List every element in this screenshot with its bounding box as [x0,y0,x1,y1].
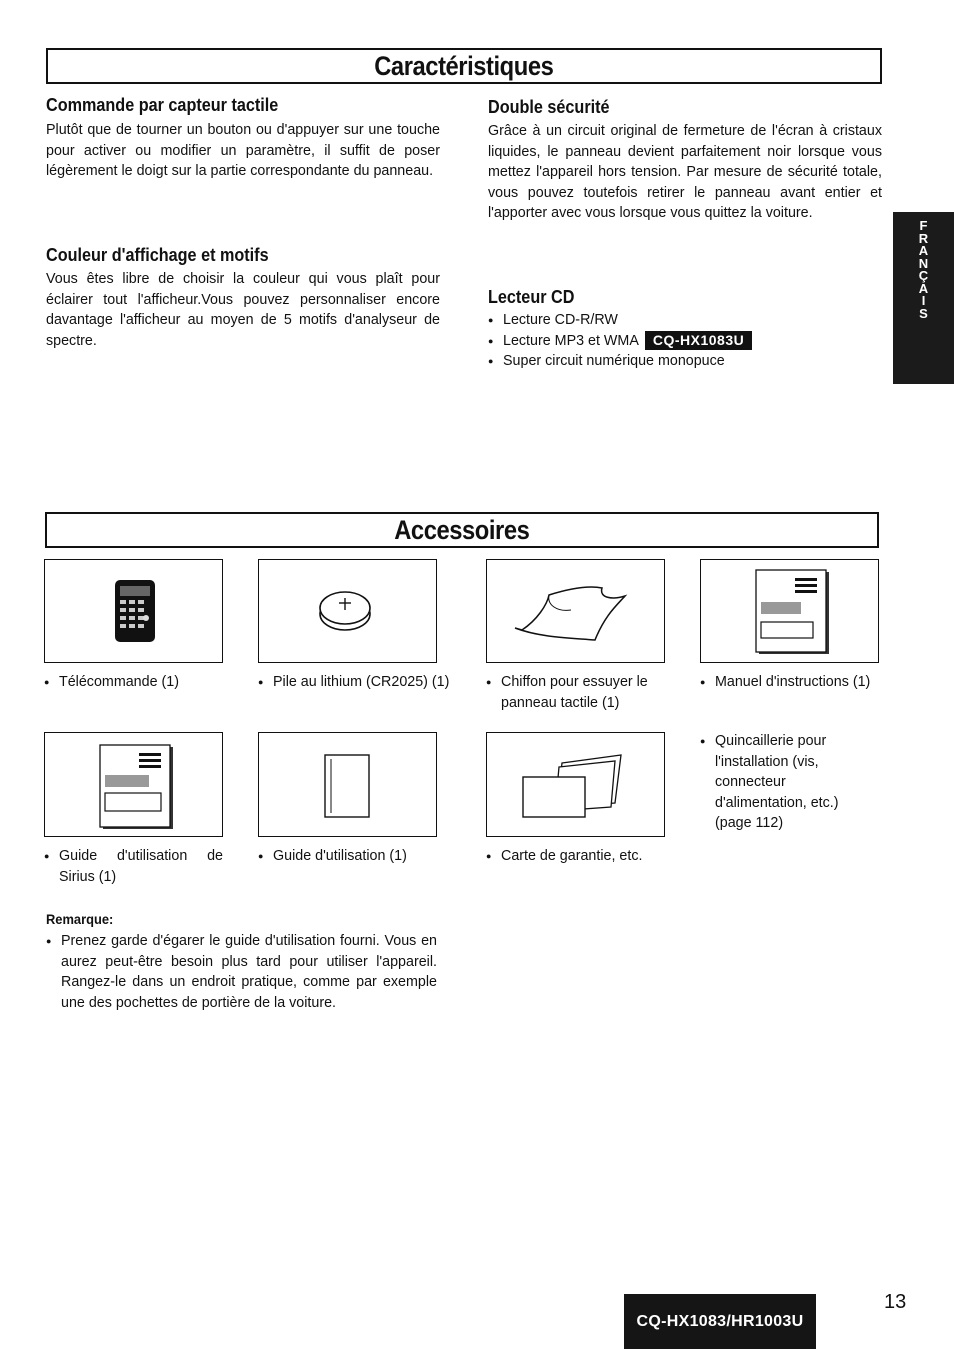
tab-letter: Ç [918,268,929,283]
warranty-card-image [486,732,665,837]
manual-image [700,559,879,663]
model-tag: CQ-HX1083U [645,331,752,350]
tab-letter: F [919,218,928,233]
security-text: Grâce à un circuit original de fermeture de l'écran à cristaux liquides, le panneau devient parfaitement noir lorsque vous mettez l'appareil hors tension. Par mesure de sécurité totale, vous pouvez toutefois retirer le panneau avant entier et l'apporter avec vous lorsque vous quittez la voiture. [488,123,882,221]
display-text: Vous êtes libre de choisir la couleur qui vous plaît pour éclairer tout l'afficheur.Vous pouvez personnaliser encore davantage l'afficheur au moyen de 5 motifs d'analyseur de spectre. [46,271,440,349]
touch-heading: Commande par capteur tactile [46,95,279,115]
accessories-title-box [45,512,879,548]
cd-item-1: ● Lecture CD-R/RW [488,310,752,331]
display-heading: Couleur d'affichage et motifs [46,245,269,265]
booklet-icon [259,733,435,835]
user-guide-image [258,732,437,837]
features-title-box [46,48,882,84]
cloth-image [486,559,665,663]
security-heading: Double sécurité [488,97,610,117]
remark-text: ● Prenez garde d'égarer le guide d'utilisation fourni. Vous en aurez peut-être besoin plus tard pour utiliser l'appareil. Rangez-le dans un endroit pratique, comme par exemple une des pochettes de portière de la voiture. [46,931,437,1013]
caption-sirius-guide: ● Guide d'utilisation de Sirius (1) [44,846,223,887]
caption-hardware: ● Quincaillerie pour l'installation (vis, connecteur d'alimentation, etc.) (page 112) [700,731,855,834]
caption-warranty: ● Carte de garantie, etc. [486,846,681,867]
coin-battery-icon [259,560,435,661]
battery-image [258,559,437,663]
cd-item-2: ● Lecture MP3 et WMA CQ-HX1083U [488,331,752,352]
features-title: Caractéristiques [374,50,554,81]
cd-feature-list [488,310,752,372]
touch-text: Plutôt que de tourner un bouton ou d'appuyer sur une touche pour activer ou modifier un paramètre, il suffit de poser légèrement le doigt sur la partie correspondante du panneau. [46,122,440,179]
caption-battery: ● Pile au lithium (CR2025) (1) [258,672,453,693]
cd-heading: Lecteur CD [488,287,575,307]
caption-user-guide: ● Guide d'utilisation (1) [258,846,453,867]
tab-letter: R [918,230,929,246]
manual-icon [701,560,877,661]
page-number: 13 [884,1291,907,1313]
guide-book-icon [45,733,221,835]
language-tab [893,212,954,384]
cards-icon [487,733,663,835]
sirius-guide-image [44,732,223,837]
cd-item-3: ● Super circuit numérique monopuce [488,351,752,372]
caption-manual: ● Manuel d'instructions (1) [700,672,880,693]
remote-control-icon [45,560,221,661]
caption-cloth: ● Chiffon pour essuyer le panneau tactile (1) [486,672,681,713]
accessories-title: Accessoires [394,514,530,545]
tab-letter: I [921,293,926,308]
tab-letter: N [918,255,929,271]
tab-letter: A [918,243,929,258]
tab-letter: A [918,280,929,296]
remote-control-image [44,559,223,663]
tab-letter: S [919,305,928,321]
cloth-icon [487,560,663,661]
caption-remote: ● Télécommande (1) [44,672,229,693]
remark-heading: Remarque: [46,911,114,927]
footer-model-badge: CQ-HX1083/HR1003U [624,1294,816,1349]
